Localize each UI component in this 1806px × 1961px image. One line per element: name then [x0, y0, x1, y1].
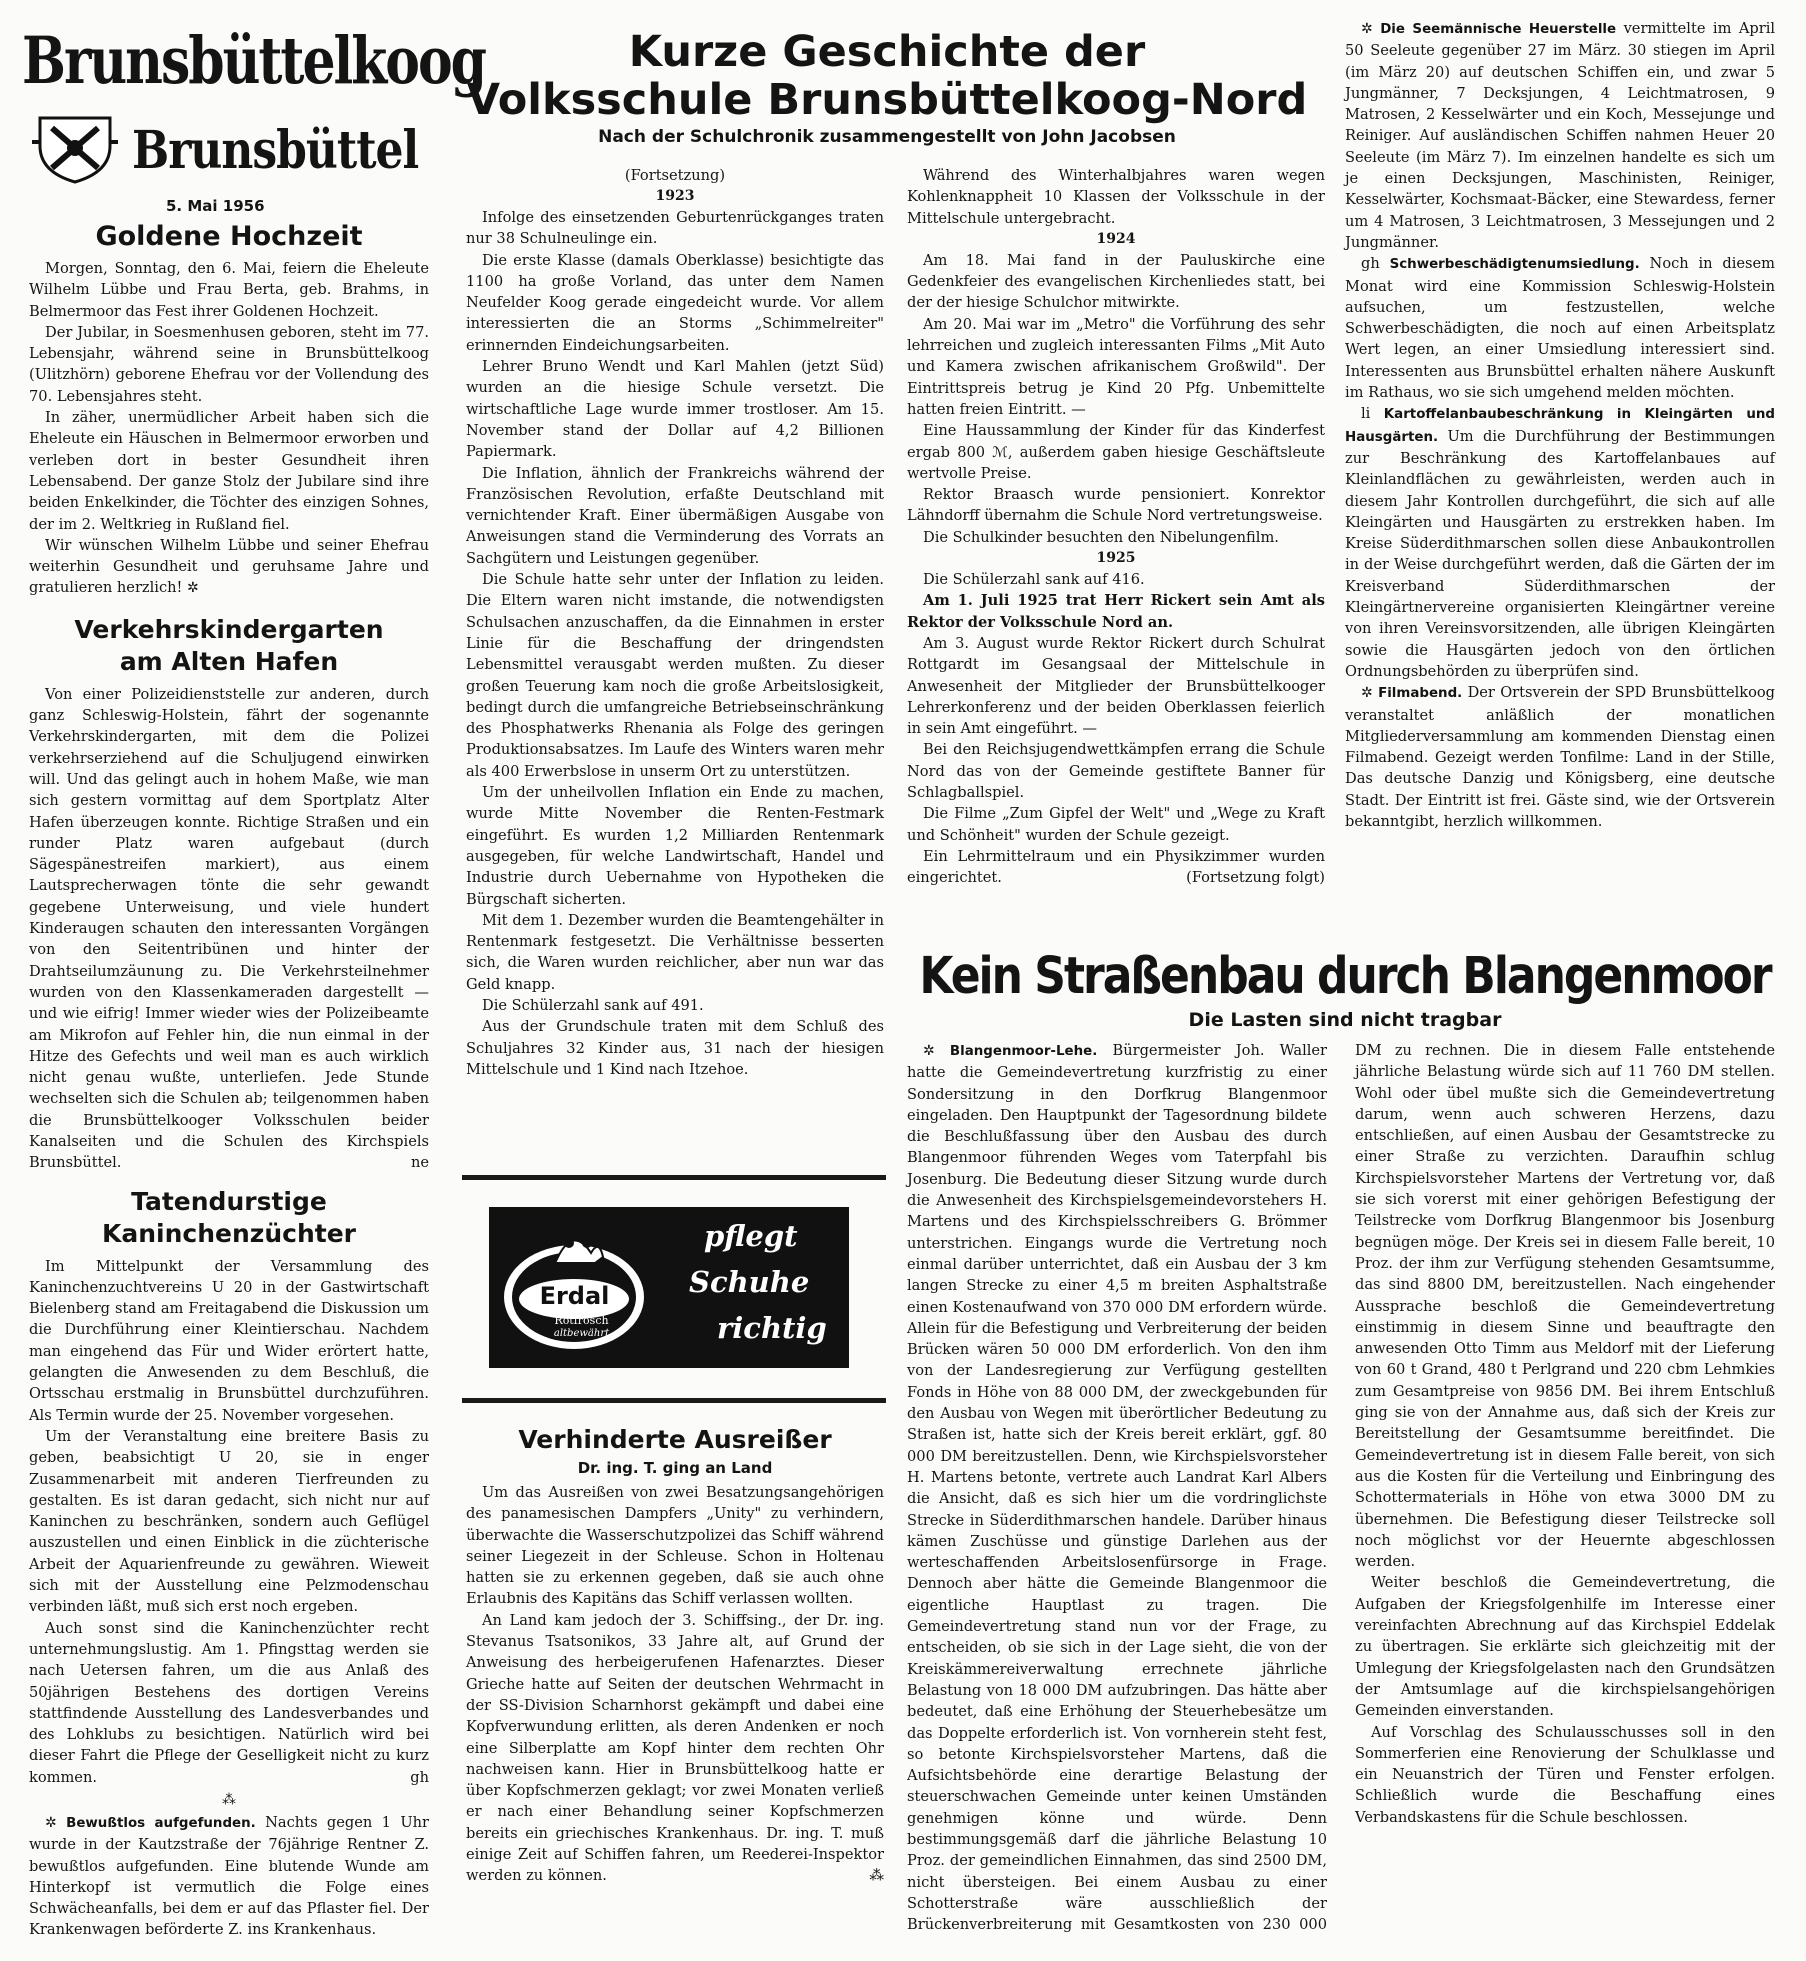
- paragraph-text: Um die Durchführung der Bestimmungen zur Beschränkung des Kartoffelanbaues auf Kleinlandflächen zu gewährleisten, werden auch in diesem Jahr Kontrollen durchgeführt, die sich auf alle Kleingärten und Hausgärten zu erstrekken haben. Im Kreise Süderdithmarschen sollen diese Anbaukontrollen in der Weise durchgeführt werden, daß die Gärten der im Kreisverband Süderdithmarschen der Kleingärtnervereine organisierten Kleingärtner vereine von ihren Vereinsvorsitzenden, alle übrigen Kleingärten sowie die Hausgärten jedoch von den örtlichen Ordnungsbehörden zu überprüfen sind.: [1345, 427, 1776, 680]
- author-sign: li: [1361, 405, 1371, 423]
- year-heading: 1925: [1096, 550, 1136, 567]
- byline: Nach der Schulchronik zusammengestellt von John Jacobsen: [598, 127, 1176, 147]
- paragraph: Mit dem 1. Dezember wurden die Beamtengehälter in Rentenmark festgesetzt. Die Verhältnisse besserten sich, die Waren wurden reichlicher, aber nun war das Geld knapp.: [466, 911, 884, 993]
- verkehrskindergarten-title: [29, 614, 429, 678]
- erdal-advertisement: [489, 1207, 849, 1368]
- paragraph: Am 3. August wurde Rektor Rickert durch Schulrat Rottgardt im Gesangsaal der Mittelschule in Anwesenheit der Mitglieder der Brunsbüttelkooger Lehrerkonferenz und der beiden Oberklassen feierlich in sein Amt eingeführt. —: [907, 634, 1325, 738]
- verkehrskindergarten-article: [29, 684, 429, 1174]
- paragraph: Die Filme „Zum Gipfel der Welt" und „Wege zu Kraft und Schönheit" wurden der Schule gezeigt.: [907, 805, 1325, 844]
- goldene-hochzeit-title: Goldene Hochzeit: [95, 221, 363, 252]
- paragraph: Eine Haussammlung der Kinder für das Kinderfest ergab 800 ℳ, außerdem gaben hiesige Geschäftsleute wertvolle Preise.: [907, 422, 1325, 482]
- to-be-continued: (Fortsetzung folgt): [1186, 869, 1325, 887]
- kaninchen-article: [29, 1256, 429, 1788]
- paragraph: Am 18. Mai fand in der Pauluskirche eine Gedenkfeier des evangelischen Kirchenliedes statt, bei der der hiesige Schulchor mitwirkte.: [907, 251, 1325, 312]
- masthead-line2: Brunsbüttel: [132, 120, 419, 182]
- ad-slogan1: pflegt: [704, 1219, 798, 1253]
- section-divider: ⁂: [222, 1792, 236, 1808]
- bewusstlos-article: [29, 1812, 429, 1941]
- ad-sub2: altbewährt: [553, 1328, 610, 1339]
- issue-date: 5. Mai 1956: [166, 197, 265, 215]
- paragraph: [29, 1812, 429, 1941]
- year-heading: 1923: [655, 188, 695, 204]
- continuation-note: (Fortsetzung): [624, 167, 726, 184]
- paragraph: [29, 1618, 429, 1788]
- paragraph: Im Mittelpunkt der Versammlung des Kaninchenzuchtvereins U 20 in der Gastwirtschaft Bielenberg stand am Freitagabend die Diskussion um die Durchführung einer Kleintierschau. Nachdem man eingehend das Für und Wider erörtert hatte, gelangten die Anwesenden zu dem Beschluß, die Ortsschau erstmalig in Brunsbüttel durchzuführen. Als Termin wurde der 25. November vorgesehen.: [29, 1257, 429, 1424]
- paragraph: [1345, 682, 1775, 832]
- goldene-hochzeit-article: [29, 258, 429, 600]
- masthead-crest-icon: [32, 112, 118, 184]
- star-icon: ✲: [187, 580, 199, 597]
- paragraph: Lehrer Bruno Wendt und Karl Mahlen (jetzt Süd) wurden an die hiesige Schule versetzt. Die wirtschaftliche Lage wurde immer trostloser. Am 15. November stand der Dollar auf 4,2 Billionen Papiermark.: [466, 358, 884, 461]
- paragraph-text: An Land kam jedoch der 3. Schiffsing., der Dr. ing. Stevanus Tsatsonikos, 33 Jahre alt, auf Grund der Anweisung des herbeigerufenen Hafenarztes. Dieser Grieche hatte auf Seiten der deutschen Wehrmacht in der SS-Division Scharnhorst gekämpft und dabei eine Kopfverwundung erlitten, als deren Andenken er noch eine Silberplatte am Kopf hinter dem rechten Ohr nachweisen kann. Hier in Brunsbüttelkoog hatte er über Kopfschmerzen geklagt; vor zwei Monaten verließ er nach einer Behandlung seiner Kopfschmerzen bereits ein griechisches Krankenhaus. Dr. ing. T. muß einige Zeit auf Schiffen fahren, um Reederei-Inspektor werden zu können.: [466, 1611, 884, 1885]
- strassenbau-title: Kein Straßenbau durch Blangenmoor: [919, 947, 1771, 1006]
- paragraph: Um das Ausreißen von zwei Besatzungsangehörigen des panamesischen Dampfers „Unity" zu verhindern, überwachte die Wasserschutzpolizei das Schiff während seiner Liegezeit in der Schleuse. Schon in Holtenau hatten sie zu erkennen gegeben, daß sie auch ohne Erlaubnis des Kapitäns das Schiff verlassen wollten.: [466, 1484, 884, 1608]
- ad-slogan3: richtig: [717, 1311, 827, 1345]
- paragraph: Der Jubilar, in Soesmenhusen geboren, steht im 77. Lebensjahr, während seine in Brunsbüttelkoog (Ulitzhörn) geborene Ehefrau vor der Vollendung des 70. Lebensjahres steht.: [29, 323, 429, 405]
- star-icon: ✲: [1361, 685, 1373, 702]
- lead-in: Schwerbeschädigtenumsiedlung.: [1389, 257, 1640, 273]
- paragraph: [907, 846, 1325, 889]
- star-icon: ✲: [923, 1043, 935, 1059]
- ad-sub1: Rotfrosch: [554, 1314, 609, 1327]
- paragraph: Weiter beschloß die Gemeindevertretung, die Aufgaben der Kriegsfolgenhilfe im Interesse einer vereinfachten Abrechnung auf das Kirchspiel Eddelak zu übertragen. Sie erklärte sich gleichzeitig mit der Umlegung der Kriegsfolgelasten nach den Grundsätzen der Amtsumlage auf die kirchspielsangehörigen Gemeinden einverstanden.: [1355, 1574, 1775, 1720]
- strassenbau-article: [907, 1040, 1775, 1955]
- paragraph: Während des Winterhalbjahres waren wegen Kohlenknappheit 10 Klassen der Volksschule in der Mittelschule untergebracht.: [907, 167, 1325, 227]
- masthead: [22, 22, 486, 194]
- ad-slogan2: Schuhe: [689, 1265, 810, 1299]
- title-line: Tatendurstige: [131, 1186, 327, 1216]
- paragraph: [1345, 403, 1775, 682]
- paragraph: In zäher, unermüdlicher Arbeit haben sich die Eheleute ein Häuschen in Belmermoor erworben und verleben dort in bester Gesundheit ihren Lebensabend. Der ganze Stolz der Jubilare sind ihre beiden Enkelkinder, die Töchter des einzigen Sohnes, der im 2. Weltkrieg in Rußland fiel.: [29, 409, 429, 533]
- paragraph: Die Inflation, ähnlich der Frankreichs während der Französischen Revolution, erfaßte Deutschland mit vernichtender Kraft. Einer übermäßigen Ausgabe von Anweisungen stand die Verminderung des Vorrats an Sachgütern und Leistungen gegenüber.: [466, 464, 884, 567]
- paragraph: Um der unheilvollen Inflation ein Ende zu machen, wurde Mitte November die Renten-Festmark eingeführt. Es wurden 1,2 Milliarden Rentenmark ausgegeben, für welche Landwirtschaft, Handel und Industrie durch Uebernahme von Hypotheken die Bürgschaft sicherten.: [466, 784, 884, 908]
- headline-line2: Volksschule Brunsbüttelkoog-Nord: [466, 75, 1308, 125]
- paragraph: Infolge des einsetzenden Geburtenrückganges traten nur 38 Schulneulinge ein.: [466, 209, 884, 248]
- star-icon: ✲: [45, 1815, 57, 1831]
- ad-brand: Erdal: [539, 1282, 610, 1310]
- rule: [462, 1398, 886, 1403]
- paragraph: [1345, 253, 1775, 403]
- author-sign: gh: [1361, 255, 1380, 273]
- lead-in: Bewußtlos aufgefunden.: [66, 1816, 256, 1831]
- paragraph-text: Bürgermeister Joh. Waller hatte die Gemeindevertretung kurzfristig zu einer Sondersitzung in den Dorfkrug Blangenmoor eingeladen. Den Hauptpunkt der Tagesordnung bildete die Beschlußfassung über den Ausbau des durch Blangenmoor führenden Weges vom Taterpfahl bis Josenburg. Die Bedeutung dieser Sitzung wurde durch die Anwesenheit des Kirchspielsgemeindevorstehers H. Martens und des Kirchspielsschreibers G. Brömmer unterstrichen. Eingangs wurde die Vertretung noch einmal darüber unterrichtet, daß ein Ausbau der 3 km langen Strecke zu einer 4,5 m breiten Asphaltstraße einen Kostenaufwand von 370 000 DM erfordern würde. Allein für die Befestigung und Verbreiterung der beiden Brücken wären 50 000 DM erforderlich. Von den ihm von der Landesregierung zur Verfügung gestellten Fonds in Höhe von 88 000 DM, der zweckgebunden für den Ausbau von Wegen mit überörtlicher Bedeutung zu Straßen ist, hatte sich der Kreis bereit erklärt, ggf. 80 000 DM bereitzustellen. Denn, wie Kirchspielsvorsteher H. Martens betonte, vertrete auch Landrat Karl Albers die Ansicht, daß es sich hier um die vordringlichste Strecke in Süderdithmarschen handele. Darüber hinaus kämen Zuschüsse und günstige Darlehen aus der werteschaffenden Arbeitslosenfürsorge in Frage. Dennoch aber hätte die Gemeinde Blangenmoor die eigentliche Hauptlast zu tragen. Die Gemeindevertretung stand nun vor der Frage, zu entscheiden, ob sie sich in der Lage sieht, die von der Kreiskämmereiverwaltung errechnete jährliche Belastung von 18 000 DM aufzubringen. Das hätte aber bedeutet, daß eine Erhöhung der Steuerhebesätze um das Doppelte erforderlich ist. Von vornherein steht fest, so betonte Kirchspielsvorsteher Martens, daß die Aufsichtsbehörde eine derartige Belastung der steuerschwachen Gemeinde unter keinen Umständen genehmigen könne und würde. Denn bestimmungsgemäß darf die jährliche Belastung 10 Proz. der gemeindlichen Einnahmen, das sind 2500 DM, nicht übersteigen. Bei einem Ausbau zu einer Schotterstraße wäre ausschließlich der Brückenverbreiterung mit Gesamtkosten von 230 000 DM zu rechnen. Die in diesem Falle entstehende jährliche Belastung würde sich auf 11 760 DM stellen. Wohl oder übel mußte sich die Gemeindevertretung darum, wenn auch schweren Herzens, dazu entschließen, auf einen Ausbau der Gesamtstrecke zu einer Straße zu verzichten. Daraufhin schlug Kirchspielsvorsteher Martens der Vertretung vor, daß sie sich vorerst mit einer gehörigen Befestigung der Teilstrecke vom Dorfkrug Blangenmoor bis Josenburg begnügen möge. Der Kreis sei in diesem Falle bereit, 10 Proz. der ihm zur Verfügung stehenden Gesamtsumme, das sind 8800 DM, bereitzustellen. Nach eingehender Aussprache beschloß die Gemeindevertretung einstimmig in diesem Sinne und beauftragte den anwesenden Otto Timm aus Meldorf mit der Lieferung von 60 t Grand, 480 t Perlgrand und 220 cbm Lehmkies zum Gesamtpreise von 9856 DM. Bei ihrem Entschluß ging sie von der Annahme aus, daß sich der Kreis zur Bereitstellung der Gesamtsumme bereitfindet. Die Gemeindevertretung ist in diesem Falle bereit, von sich aus die Kosten für die Verteilung und Einbringung des Schottermaterials in Höhe von etwa 3000 DM zu übernehmen. Die Befestigung dieser Teilstrecke soll noch möglichst vor der Heuernte abgeschlossen werden.: [907, 1042, 1775, 1934]
- paragraph: Am 1. Juli 1925 trat Herr Rickert sein Amt als Rektor der Volksschule Nord an.: [907, 592, 1325, 631]
- title-line: Verkehrskindergarten: [74, 614, 384, 644]
- author-sign: ne: [410, 1154, 429, 1172]
- end-mark: ⁂: [869, 1867, 884, 1885]
- year-heading: 1924: [1096, 230, 1136, 247]
- paragraph-text: vermittelte im April 50 Seeleute gegenüber 27 im März. 30 stiegen im April (im März 20) auf deutschen Schiffen ein, und zwar 5 Jungmänner, 7 Decksjungen, 4 Leichtmatrosen, 9 Matrosen, 2 Kesselwärter und ein Koch, Messejunge und Reiniger. Auf ausländischen Schiffen nahmen Heuer 20 Seeleute (im März 7). Im einzelnen handelte es sich um je einen Decksjungen, Maschinisten, Reiniger, Kesselwärter, Kochsmaat-Bäcker, eine Stewardess, ferner um 4 Matrosen, 3 Leichtmatrosen, 3 Messejungen und 2 Jungmänner.: [1345, 20, 1776, 251]
- paragraph: Morgen, Sonntag, den 6. Mai, feiern die Eheleute Wilhelm Lübbe und Frau Berta, geb. Brahms, in Belmermoor das Fest ihrer Goldenen Hochzeit.: [29, 260, 429, 320]
- paragraph-text: Nachts gegen 1 Uhr wurde in der Kautzstraße der 76jährige Rentner Z. bewußtlos aufgefunden. Eine blutende Wunde am Hinterkopf ist vermutlich die Folge eines Schwächeanfalls, bei dem er auf das Pflaster fiel. Der Krankenwagen beförderte Z. ins Krankenhaus.: [29, 1814, 430, 1939]
- paragraph: Die erste Klasse (damals Oberklasse) besichtigte das 1100 ha große Vorland, das unter dem Namen Neufelder Koog gerade eingedeicht wurde. Vor allem interessierten die an Storms „Schimmelreiter" erinnernden Eindeichungsarbeiten.: [466, 251, 884, 354]
- paragraph-text: Ein Lehrmittelraum und ein Physikzimmer wurden eingerichtet.: [907, 847, 1325, 887]
- ausreisser-title: Verhinderte Ausreißer: [518, 1425, 832, 1454]
- paragraph: [466, 1610, 884, 1887]
- kaninchen-title: [29, 1186, 429, 1250]
- lead-in: Filmabend.: [1378, 686, 1463, 702]
- ausreisser-subtitle: Dr. ing. T. ging an Land: [577, 1459, 773, 1477]
- paragraph: Rektor Braasch wurde pensioniert. Konrektor Lähndorff übernahm die Schule Nord vertretungsweise.: [907, 486, 1325, 525]
- main-article-headline: [452, 28, 1322, 150]
- main-article-part1: [466, 207, 884, 1080]
- lead-in: Kartoffelanbaubeschränkung in Kleingärten und Hausgärten.: [1345, 407, 1776, 445]
- paragraph: Die Schülerzahl sank auf 416.: [923, 571, 1145, 589]
- paragraph: Bei den Reichsjugendwettkämpfen errang die Schule Nord das von der Gemeinde gestiftete Banner für Schlagballspiel.: [907, 741, 1325, 802]
- paragraph: Auf Vorschlag des Schulausschusses soll in den Sommerferien eine Renovierung der Schulklasse und ein Neuanstrich der Türen und Fenster erfolgen. Schließlich wurde die Beschaffung eines Verbandskastens für die Schule beschlossen.: [1355, 1723, 1775, 1826]
- masthead-line1: Brunsbüttelkoog: [22, 22, 486, 99]
- strassenbau-subtitle: Die Lasten sind nicht tragbar: [1188, 1009, 1502, 1031]
- paragraph-text: Wir wünschen Wilhelm Lübbe und seiner Ehefrau weiterhin Gesundheit und geruhsame Jahre und gratulieren herzlich!: [29, 536, 429, 597]
- title-line: Kaninchenzüchter: [102, 1218, 356, 1248]
- main-article-part2: [907, 165, 1325, 889]
- paragraph-text: Noch in diesem Monat wird eine Kommission Schleswig-Holstein aufsuchen, um festzustellen, welche Schwerbeschädigten, die noch auf einen Arbeitsplatz Wert legen, an einer Umsiedlung interessiert sind. Interessenten aus Brunsbüttel erhalten nähere Auskunft im Rathaus, wo sie sich umgehend melden möchten.: [1345, 255, 1775, 402]
- headline-line1: Kurze Geschichte der: [628, 27, 1146, 77]
- lead-in: Blangenmoor-Lehe.: [949, 1044, 1098, 1059]
- paragraph: [29, 535, 429, 600]
- paragraph: Am 20. Mai war im „Metro" die Vorführung des sehr lehrreichen und zugleich interessanten Films „Mit Auto und Kamera zwischen afrikanischem Großwild". Der Eintrittspreis betrug je Kind 20 Pfg. Unbemittelte hatten freien Eintritt. —: [907, 315, 1325, 418]
- paragraph-text: Der Ortsverein der SPD Brunsbüttelkoog veranstaltet anläßlich der monatlichen Mitgliederversammlung am kommenden Dienstag einen Filmabend. Gezeigt werden Tonfilme: Land in der Stille, Das deutsche Danzig und Königsberg, eine deutsche Stadt. Der Eintritt ist frei. Gäste sind, wie der Ortsverein bekanntgibt, herzlich willkommen.: [1345, 684, 1776, 830]
- rule: [462, 1175, 886, 1180]
- star-icon: ✲: [1361, 21, 1373, 37]
- paragraph: [1345, 18, 1775, 253]
- paragraph-text: Von einer Polizeidienststelle zur anderen, durch ganz Schleswig-Holstein, fährt der sogenannte Verkehrskindergarten, mit dem die Polizei verkehrserziehend auf die Schuljugend einwirken will. Und das gelingt auch in hohem Maße, wie man sich gestern vormittag auf dem Sportplatz Alter Hafen überzeugen konnte. Richtige Straßen und ein runder Platz waren aufgebaut (durch Sägespänestreifen markiert), aus einem Lautsprecherwagen tönte die sehr gewandt gegebene Unterweisung, und viele hundert Kinderaugen schauten den interessanten Vorgängen von den Seitentribünen und hinter der Drahtseilumzäunung zu. Die Verkehrsteilnehmer wurden von den Klassenkameraden dargestellt — und wie eifrig! Immer wieder wies der Polizeibeamte am Mikrofon auf Fehler hin, die nun einmal in der Hitze des Gefechts und weil man es auch wirklich nicht genau wußte, unterliefen. Jede Stunde wechselten sich die Schulen ab; teilgenommen haben die Brunsbüttelkooger Volksschulen beider Kanalseiten und die Schulen des Kirchspiels Brunsbüttel.: [29, 685, 429, 1172]
- author-sign: gh: [410, 1768, 429, 1786]
- paragraph-text: Auch sonst sind die Kaninchenzüchter recht unternehmungslustig. Am 1. Pfingsttag werden sie nach Uetersen fahren, um die aus Anlaß des 50jährigen Bestehens des dortigen Vereins stattfindende Ausstellung des Landesverbandes und des Lohklubs zu besichtigen. Natürlich wird bei dieser Fahrt die Pflege der Geselligkeit nicht zu kurz kommen.: [29, 1619, 429, 1786]
- paragraph: Die Schülerzahl sank auf 491.: [482, 996, 704, 1014]
- paragraph: Die Schule hatte sehr unter der Inflation zu leiden. Die Eltern waren nicht imstande, die notwendigsten Schulsachen anzuschaffen, da die Einnahmen in erster Linie für die Beschaffung der dringendsten Lebensmittel verausgabt werden mußten. Zu dieser großen Teuerung kam noch die große Arbeitslosigkeit, bedingt durch die umfangreiche Betriebseinschränkung des Phosphatwerks Rhenania als Folge des geringen Produktionsabsatzes. Im Laufe des Winters waren mehr als 400 Erwerbslose in unserm Ort zu unterstützen.: [466, 571, 884, 780]
- lead-in: Die Seemännische Heuerstelle: [1380, 22, 1617, 37]
- paragraph: Aus der Grundschule traten mit dem Schluß des Schuljahres 32 Kinder aus, 31 nach der hiesigen Mittelschule und 1 Kind nach Itzehoe.: [466, 1018, 884, 1078]
- paragraph: Die Schulkinder besuchten den Nibelungenfilm.: [923, 528, 1279, 546]
- paragraph: Um der Veranstaltung eine breitere Basis zu geben, beabsichtigt U 20, sie in enger Zusammenarbeit mit anderen Tierfreunden zu gestalten. Es ist daran gedacht, sich nicht nur auf Kaninchen zu beschränken, sondern auch Geflügel auszustellen und einen Einblick in die züchterische Arbeit der Aquarienfreunde zu gewähren. Wieweit sich mit der Ausstellung eine Pelzmodenschau verbinden läßt, muß sich erst noch ergeben.: [29, 1427, 429, 1616]
- local-news: [1345, 18, 1775, 832]
- paragraph: [29, 684, 429, 1174]
- title-line: am Alten Hafen: [119, 646, 339, 676]
- ausreisser-article: [466, 1482, 884, 1887]
